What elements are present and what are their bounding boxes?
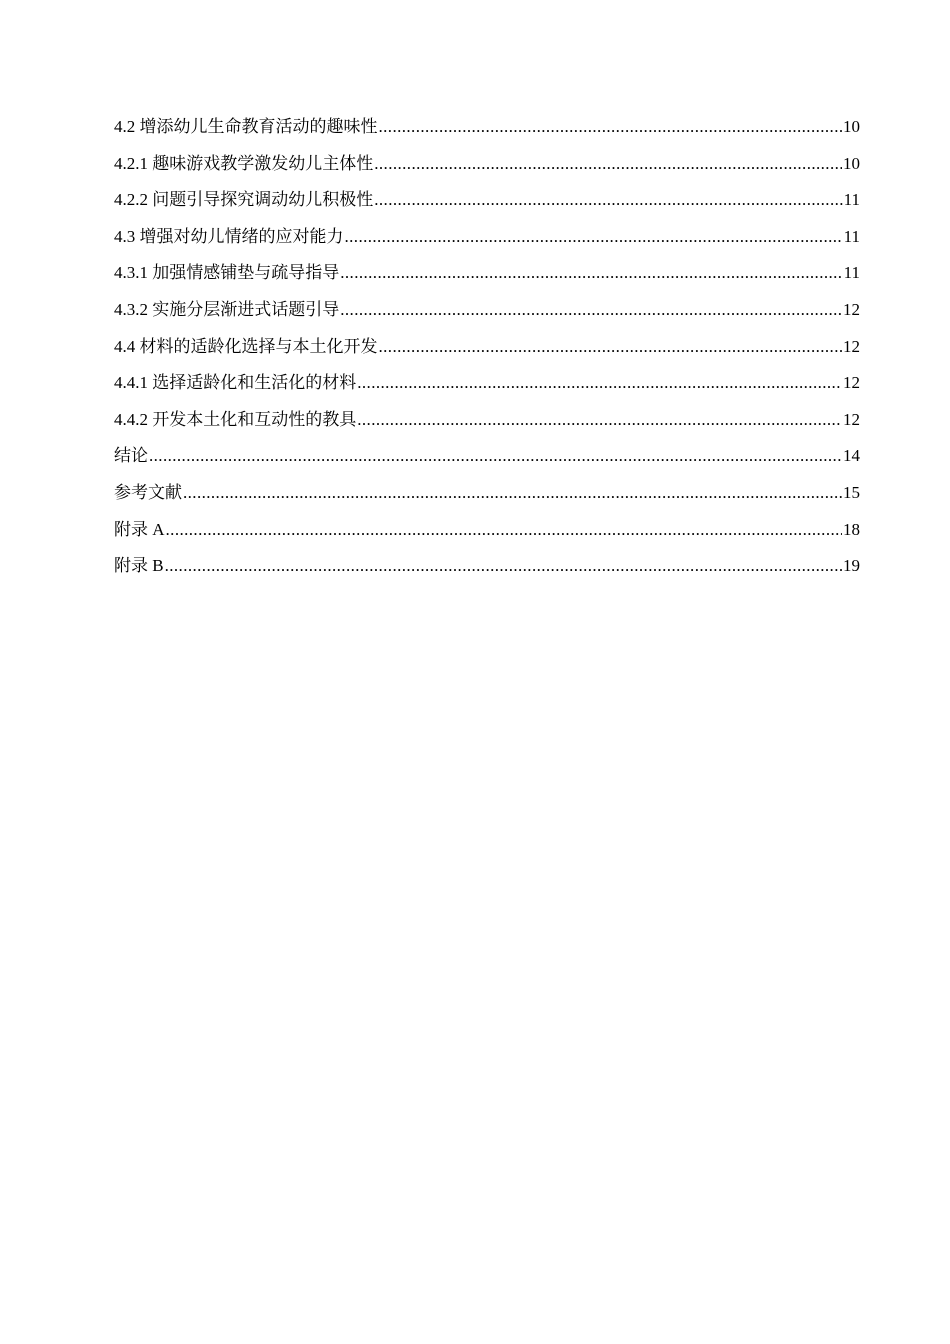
- toc-entry[interactable]: [114, 296, 860, 333]
- toc-dot-leader: [374, 186, 842, 214]
- toc-entry-title: 参考文献: [114, 482, 182, 502]
- toc-dot-leader: [149, 442, 842, 470]
- toc-entry[interactable]: [114, 259, 860, 296]
- toc-entry-title: 4.3.2 实施分层渐进式话题引导: [114, 299, 340, 319]
- toc-dot-leader: [166, 516, 842, 544]
- toc-entry-page: 11: [843, 226, 860, 246]
- toc-dot-leader: [374, 150, 842, 178]
- toc-entry[interactable]: [114, 113, 860, 150]
- toc-entry[interactable]: [114, 223, 860, 260]
- toc-entry[interactable]: [114, 369, 860, 406]
- table-of-contents: [114, 113, 860, 589]
- toc-entry-page: 12: [843, 373, 860, 393]
- toc-entry-page: 14: [843, 446, 860, 466]
- toc-entry-page: 12: [843, 299, 860, 319]
- toc-dot-leader: [340, 296, 842, 324]
- toc-entry-page: 12: [843, 336, 860, 356]
- toc-entry-title: 附录 A: [114, 519, 165, 539]
- toc-dot-leader: [340, 259, 842, 287]
- toc-entry-title: 4.4 材料的适龄化选择与本土化开发: [114, 336, 378, 356]
- toc-entry[interactable]: [114, 442, 860, 479]
- toc-dot-leader: [357, 406, 842, 434]
- toc-entry-page: 10: [843, 117, 860, 136]
- toc-entry-title: 4.2.1 趣味游戏教学激发幼儿主体性: [114, 153, 374, 173]
- toc-entry-title: 附录 B: [114, 556, 164, 576]
- toc-entry-page: 19: [843, 556, 860, 576]
- toc-entry[interactable]: [114, 150, 860, 187]
- toc-entry-title: 4.3 增强对幼儿情绪的应对能力: [114, 226, 344, 246]
- toc-dot-leader: [379, 333, 843, 361]
- toc-dot-leader: [183, 479, 842, 507]
- toc-dot-leader: [357, 369, 842, 397]
- toc-entry[interactable]: [114, 552, 860, 589]
- toc-entry-title: 4.4.2 开发本土化和互动性的教具: [114, 409, 357, 429]
- toc-entry-title: 结论: [114, 446, 148, 466]
- toc-dot-leader: [345, 223, 843, 251]
- toc-entry[interactable]: [114, 406, 860, 443]
- toc-entry-page: 15: [843, 482, 860, 502]
- toc-dot-leader: [165, 552, 842, 580]
- toc-entry-page: 12: [843, 409, 860, 429]
- toc-entry-title: 4.2.2 问题引导探究调动幼儿积极性: [114, 190, 374, 210]
- toc-entry-page: 10: [843, 153, 860, 173]
- toc-entry[interactable]: [114, 333, 860, 370]
- toc-entry-page: 11: [843, 190, 860, 210]
- toc-dot-leader: [379, 113, 843, 141]
- toc-entry[interactable]: [114, 479, 860, 516]
- toc-entry-title: 4.3.1 加强情感铺垫与疏导指导: [114, 263, 340, 283]
- toc-entry-page: 11: [843, 263, 860, 283]
- toc-entry-title: 4.4.1 选择适龄化和生活化的材料: [114, 373, 357, 393]
- toc-entry[interactable]: [114, 516, 860, 553]
- toc-entry-page: 18: [843, 519, 860, 539]
- toc-entry-title: 4.2 增添幼儿生命教育活动的趣味性: [114, 117, 378, 136]
- toc-entry[interactable]: [114, 186, 860, 223]
